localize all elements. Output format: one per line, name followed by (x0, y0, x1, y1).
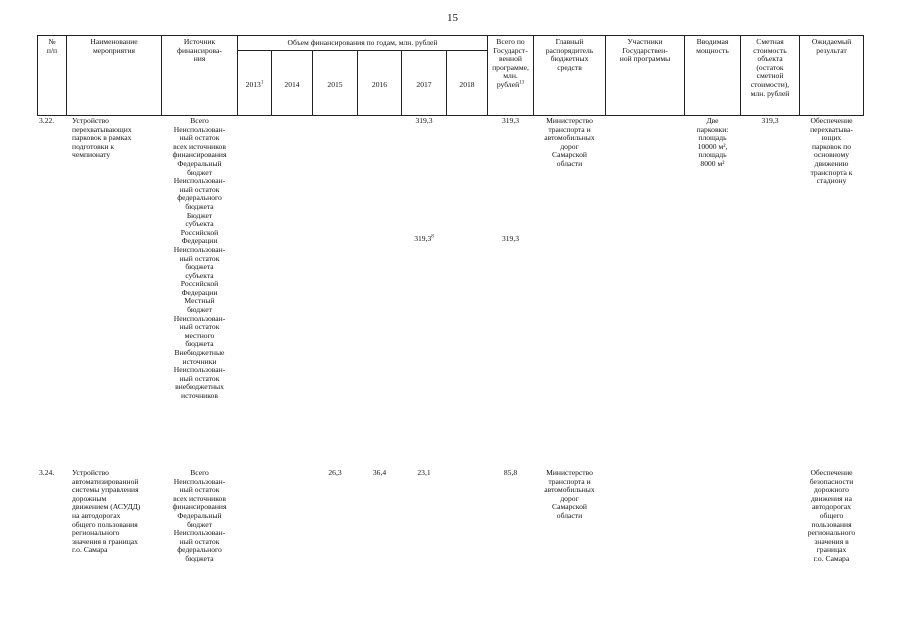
row-sources: Всего Неиспользован- ный остаток всех источников финансирования Федеральный бюджет Неиспользован- ный остаток федерального бюджета Бюджет субъекта Российской Федерации Неиспользован- ный остаток бюджета субъекта Российской Федерации Местный бюджет Неиспользован- ный остаток местного бюджета Внебюджетные источники Неиспользован- ный остаток внебюджетных источников (172, 116, 227, 400)
row-result: Обеспечение безопасности дорожного движения на автодорогах общего пользования регионального значения в границах г.о. Самара (807, 468, 856, 563)
header-year-2015: 2015 (327, 80, 343, 89)
header-year-2018: 2018 (459, 80, 475, 89)
row-total-subject: 319,3 (501, 234, 520, 243)
header-year-2016: 2016 (371, 80, 388, 89)
header-year-2017: 2017 (416, 80, 432, 89)
row-2017-total: 319,3 (415, 116, 433, 125)
row-total: 85,8 (503, 468, 518, 477)
row-2016: 36,4 (372, 468, 387, 477)
row-2017: 23,1 (417, 468, 431, 477)
row-name: Устройство автоматизированной системы управления дорожным движением (АСУДД) на автодорогах общего пользования регионального значения в границах г.о. Самара (72, 468, 141, 555)
header-participants: Участники Государствен- ной программы (619, 37, 671, 64)
header-num: № п/п (46, 37, 58, 55)
table-right-border (863, 35, 864, 116)
row-total-all: 319,3 (501, 116, 520, 125)
header-year-2014: 2014 (284, 80, 300, 89)
row-2015: 26,3 (328, 468, 342, 477)
header-capacity: Вводимая мощность (696, 37, 729, 55)
header-source: Источник финансирова- ния (177, 37, 222, 64)
row-cost: 319,3 (761, 116, 779, 125)
header-total: Всего по Государст- венной программе, млн. рублей$^{13}$ (492, 37, 529, 89)
page-number: 15 (447, 12, 458, 24)
row-num: 3.24. (39, 468, 55, 477)
row-main-distributor: Министерство транспорта и автомобильных дорог Самарской области (544, 116, 595, 168)
row-sources: Всего Неиспользован- ный остаток всех источников финансирования Федеральный бюджет Неиспользован- ный остаток федерального бюджета (172, 468, 227, 563)
row-result: Обеспечение перехватыва- ющих парковок по основному движению транспорта к стадиону (810, 116, 853, 186)
years-header-divider (237, 50, 487, 51)
header-name: Наименование мероприятия (90, 37, 138, 55)
row-main-distributor: Министерство транспорта и автомобильных дорог Самарской области (544, 468, 595, 520)
row-capacity: Две парковки: площадь 10000 м², площадь 8000 м² (696, 116, 729, 168)
row-num: 3.22. (39, 116, 55, 125)
header-volume: Объем финансирования по годам, млн. рублей (287, 38, 438, 47)
header-year-2013: 2013$^1$ (245, 80, 264, 89)
row-name: Устройство перехватывающих парковок в рамках подготовки к чемпионату (72, 116, 132, 160)
row-2017-subject: 319,3$^8$ (414, 234, 434, 243)
header-cost: Сметная стоимость объекта (остаток сметной стоимости), млн. рублей (750, 37, 790, 98)
header-main-distributor: Главный распорядитель бюджетных средств (545, 37, 594, 72)
header-result: Ожидаемый результат (811, 37, 852, 55)
